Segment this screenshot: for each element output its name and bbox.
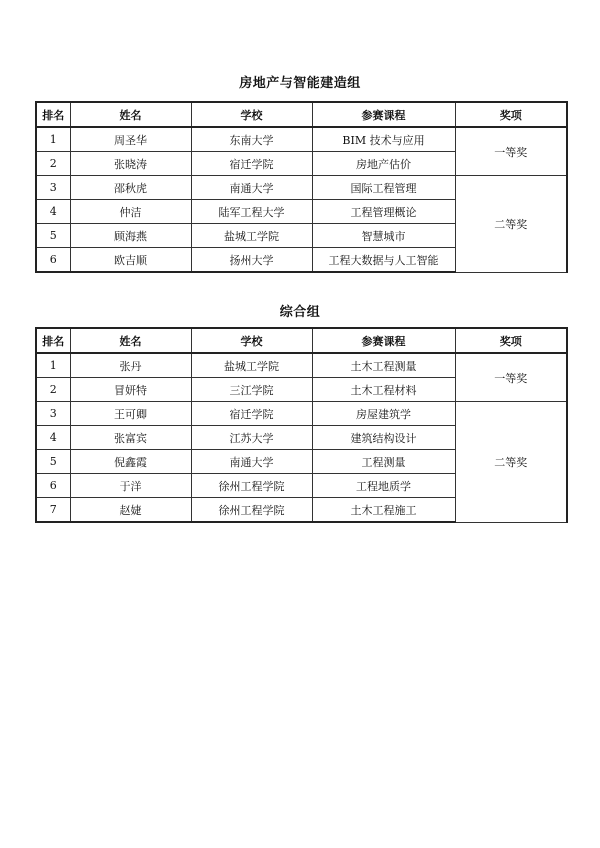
cell-rank: 2 <box>36 378 70 402</box>
header-name: 姓名 <box>70 102 191 127</box>
cell-course: 工程测量 <box>312 450 455 474</box>
cell-name: 倪鑫霞 <box>70 450 191 474</box>
cell-name: 王可卿 <box>70 402 191 426</box>
cell-course: 土木工程测量 <box>312 353 455 378</box>
cell-award-first-prize: 一等奖 <box>455 353 567 402</box>
cell-school: 宿迁学院 <box>191 152 312 176</box>
table-row <box>36 176 567 200</box>
cell-school: 徐州工程学院 <box>191 498 312 523</box>
award-table-real-estate <box>35 101 568 273</box>
cell-name: 邵秋虎 <box>70 176 191 200</box>
cell-rank: 6 <box>36 474 70 498</box>
cell-school: 南通大学 <box>191 176 312 200</box>
header-award: 奖项 <box>455 102 567 127</box>
cell-school: 徐州工程学院 <box>191 474 312 498</box>
cell-name: 仲洁 <box>70 200 191 224</box>
table-row <box>36 402 567 426</box>
header-school: 学校 <box>191 328 312 353</box>
table-row <box>36 127 567 152</box>
cell-course: 土木工程施工 <box>312 498 455 523</box>
cell-rank: 5 <box>36 450 70 474</box>
cell-name: 冒妍特 <box>70 378 191 402</box>
cell-course: BIM 技术与应用 <box>312 127 455 152</box>
cell-name: 于洋 <box>70 474 191 498</box>
cell-rank: 4 <box>36 200 70 224</box>
cell-school: 三江学院 <box>191 378 312 402</box>
cell-school: 陆军工程大学 <box>191 200 312 224</box>
cell-course: 智慧城市 <box>312 224 455 248</box>
cell-course: 土木工程材料 <box>312 378 455 402</box>
cell-school: 南通大学 <box>191 450 312 474</box>
header-name: 姓名 <box>70 328 191 353</box>
header-course: 参赛课程 <box>312 328 455 353</box>
cell-award-first-prize: 一等奖 <box>455 127 567 176</box>
cell-rank: 2 <box>36 152 70 176</box>
cell-course: 工程管理概论 <box>312 200 455 224</box>
cell-course: 工程地质学 <box>312 474 455 498</box>
cell-school: 东南大学 <box>191 127 312 152</box>
cell-course: 工程大数据与人工智能 <box>312 248 455 273</box>
table-header-row <box>36 328 567 353</box>
cell-course: 房地产估价 <box>312 152 455 176</box>
header-award: 奖项 <box>455 328 567 353</box>
cell-course: 房屋建筑学 <box>312 402 455 426</box>
cell-name: 顾海燕 <box>70 224 191 248</box>
header-rank: 排名 <box>36 328 70 353</box>
header-school: 学校 <box>191 102 312 127</box>
header-rank: 排名 <box>36 102 70 127</box>
cell-name: 欧吉顺 <box>70 248 191 273</box>
cell-school: 扬州大学 <box>191 248 312 273</box>
cell-name: 赵婕 <box>70 498 191 523</box>
cell-rank: 4 <box>36 426 70 450</box>
cell-rank: 7 <box>36 498 70 523</box>
cell-award-second-prize: 二等奖 <box>455 402 567 523</box>
cell-rank: 5 <box>36 224 70 248</box>
cell-school: 盐城工学院 <box>191 353 312 378</box>
cell-school: 盐城工学院 <box>191 224 312 248</box>
cell-school: 宿迁学院 <box>191 402 312 426</box>
table-row <box>36 353 567 378</box>
cell-course: 建筑结构设计 <box>312 426 455 450</box>
cell-award-second-prize: 二等奖 <box>455 176 567 273</box>
cell-name: 张富宾 <box>70 426 191 450</box>
award-table-comprehensive <box>35 327 568 523</box>
cell-rank: 1 <box>36 353 70 378</box>
cell-school: 江苏大学 <box>191 426 312 450</box>
cell-name: 张晓涛 <box>70 152 191 176</box>
cell-rank: 3 <box>36 176 70 200</box>
cell-course: 国际工程管理 <box>312 176 455 200</box>
cell-rank: 6 <box>36 248 70 273</box>
section-title-comprehensive: 综合组 <box>279 305 321 320</box>
cell-rank: 1 <box>36 127 70 152</box>
section-title-real-estate: 房地产与智能建造组 <box>239 76 361 91</box>
cell-rank: 3 <box>36 402 70 426</box>
header-course: 参赛课程 <box>312 102 455 127</box>
cell-name: 张丹 <box>70 353 191 378</box>
cell-name: 周圣华 <box>70 127 191 152</box>
table-header-row <box>36 102 567 127</box>
